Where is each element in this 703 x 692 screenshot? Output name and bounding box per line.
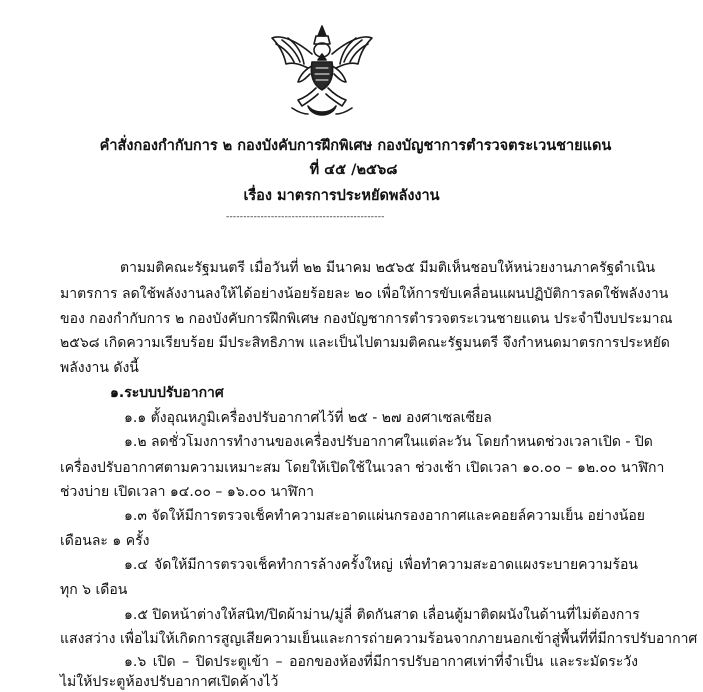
item-1-5-line-1: ๑.๕ ปิดหน้าต่างให้สนิท/ปิดผ้าม่าน/มู่ลี่ ติดกันสาด เลื่อนตู้มาติดผนังในด้านที่ไม่ต้องการ (124, 607, 640, 623)
item-1-6-line-2: ไม่ให้ประตูห้องปรับอากาศเปิดค้างไว้ (60, 674, 279, 690)
item-1-1: ๑.๑ ตั้งอุณหภูมิเครื่องปรับอากาศไว้ที่ ๒๕ - ๒๗ องศาเซลเซียล (124, 410, 492, 426)
item-1-4-line-2: ทุก ๖ เดือน (60, 582, 128, 598)
intro-line-5: พลังงาน ดังนี้ (60, 360, 139, 376)
separator-line: ---------------------------------------------- (226, 212, 385, 222)
intro-line-3: ของ กองกำกับการ ๒ กองบังคับการฝึกพิเศษ กองบัญชาการตำรวจตระเวนชายแดน ประจำปีงบประมาณ (60, 311, 673, 327)
item-1-5-line-2: แสงสว่าง เพื่อไม่ให้เกิดการสูญเสียความเย็นและการถ่ายความร้อนจากภายนอกเข้าสู่พื้นที่ที่มีการปรับอากาศ (60, 631, 698, 647)
item-1-2-line-2: เครื่องปรับอากาศตามความเหมาะสม โดยให้เปิดใช้ในเวลา ช่วงเช้า เปิดเวลา ๑๐.๐๐ – ๑๒.๐๐ นาฬิกา (60, 460, 665, 476)
item-1-4-line-1: ๑.๔ จัดให้มีการตรวจเช็คทำการล้างครั้งใหญ่ เพื่อทำความสะอาดแผงระบายความร้อน (124, 557, 638, 573)
item-1-2-line-3: ช่วงบ่าย เปิดเวลา ๑๔.๐๐ – ๑๖.๐๐ นาฬิกา (60, 484, 314, 500)
garuda-emblem-icon (268, 24, 376, 124)
order-subject: เรื่อง มาตรการประหยัดพลังงาน (243, 188, 440, 204)
intro-line-2: มาตรการ ลดใช้พลังงานลงให้ได้อย่างน้อยร้อยละ ๒๐ เพื่อให้การขับเคลื่อนแผนปฏิบัติการลดใช้พลังงาน (60, 286, 669, 302)
order-title: คำสั่งกองกำกับการ ๒ กองบังคับการฝึกพิเศษ กองบัญชาการตำรวจตระเวนชายแดน (99, 138, 612, 154)
intro-line-1: ตามมติคณะรัฐมนตรี เมื่อวันที่ ๒๒ มีนาคม ๒๕๖๕ มีมติเห็นชอบให้หน่วยงานภาครัฐดำเนิน (120, 260, 656, 276)
section-1-title: ๑.ระบบปรับอากาศ (110, 385, 224, 401)
item-1-3-line-2: เดือนละ ๑ ครั้ง (60, 533, 150, 549)
item-1-6-line-1: ๑.๖ เปิด – ปิดประตูเข้า – ออกของห้องที่มีการปรับอากาศเท่าที่จำเป็น และระมัดระวัง (124, 654, 638, 670)
intro-line-4: ๒๕๖๘ เกิดความเรียบร้อย มีประสิทธิภาพ และเป็นไปตามมติคณะรัฐมนตรี จึงกำหนดมาตรการประหยัด (60, 335, 670, 351)
item-1-2-line-1: ๑.๒ ลดชั่วโมงการทำงานของเครื่องปรับอากาศในแต่ละวัน โดยกำหนดช่วงเวลาเปิด - ปิด (124, 434, 653, 450)
order-number: ที่ ๔๕ /๒๕๖๘ (309, 162, 398, 178)
item-1-3-line-1: ๑.๓ จัดให้มีการตรวจเช็คทำความสะอาดแผ่นกรองอากาศและคอยล์ความเย็น อย่างน้อย (124, 508, 645, 524)
